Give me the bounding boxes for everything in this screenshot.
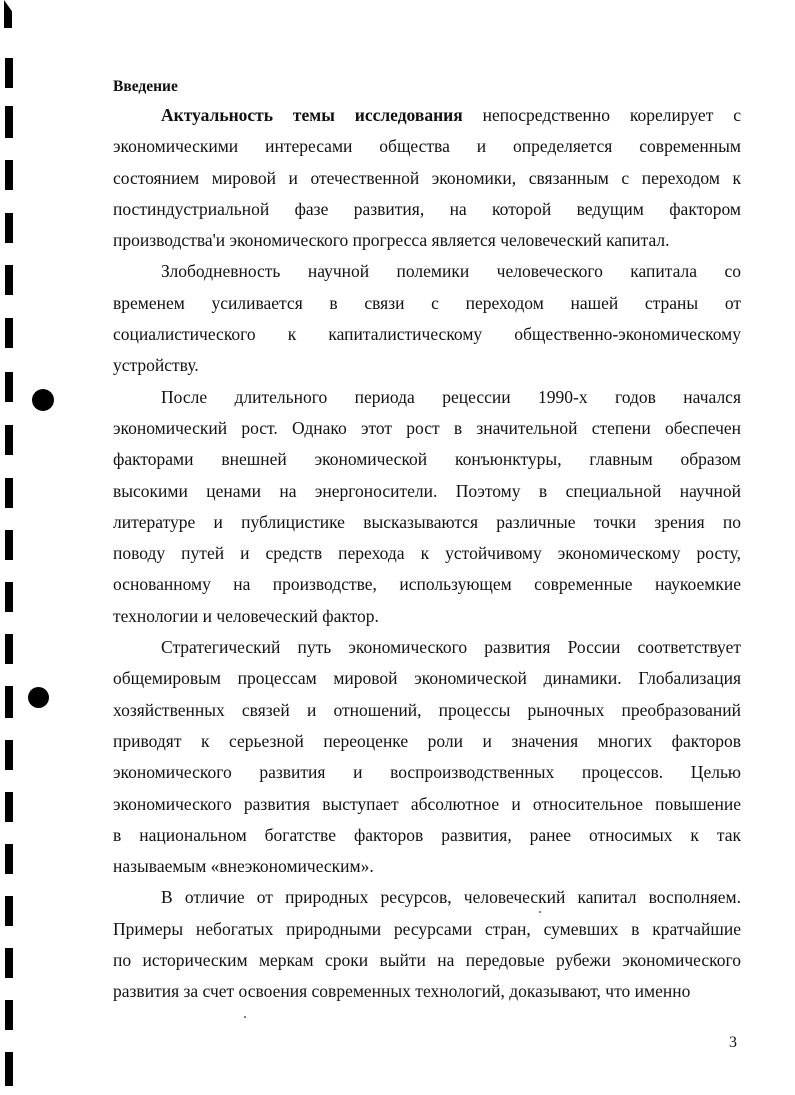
text-line bbox=[113, 663, 741, 694]
line-text: Злободневность научной полемики человеческого капитала со bbox=[161, 261, 741, 282]
line-text: Стратегический путь экономического развития России соответствует bbox=[161, 637, 741, 658]
line-text: технологии и человеческий фактор. bbox=[113, 605, 379, 626]
binding-mark bbox=[5, 265, 13, 295]
line-text: в национальном богатстве факторов развития, ранее относимых к так bbox=[113, 824, 741, 845]
line-text: экономического развития и воспроизводственных процессов. Целью bbox=[113, 762, 741, 783]
line-text: состоянием мировой и отечественной экономики, связанным с переходом к bbox=[113, 167, 741, 188]
binding-mark bbox=[5, 58, 13, 88]
scan-speck bbox=[244, 1016, 246, 1018]
text-line bbox=[113, 601, 741, 632]
binding-mark bbox=[5, 106, 13, 138]
line-text: экономическими интересами общества и определяется современным bbox=[113, 136, 741, 157]
text-line bbox=[113, 288, 741, 319]
text-line bbox=[113, 225, 741, 256]
emphasized-phrase: Актуальность темы исследования bbox=[161, 105, 463, 125]
paragraph bbox=[113, 382, 741, 632]
page-number: 3 bbox=[729, 1034, 737, 1051]
text-line bbox=[113, 476, 741, 507]
binding-mark bbox=[5, 318, 13, 348]
text-line bbox=[113, 632, 741, 663]
binding-mark bbox=[5, 686, 13, 718]
text-line bbox=[113, 914, 741, 945]
text-line bbox=[113, 256, 741, 287]
text-line bbox=[113, 131, 741, 162]
body-text bbox=[113, 100, 741, 1008]
text-line bbox=[113, 507, 741, 538]
paragraph bbox=[113, 632, 741, 882]
binding-mark bbox=[5, 530, 13, 560]
binding-mark bbox=[4, 0, 12, 28]
text-line bbox=[113, 851, 741, 882]
text-line bbox=[113, 820, 741, 851]
text-line bbox=[113, 163, 741, 194]
line-text: развития за счет освоения современных технологий, доказывают, что именно bbox=[113, 981, 691, 1002]
binding-mark bbox=[5, 160, 13, 190]
binding-mark bbox=[5, 582, 13, 612]
line-text: производства'и экономического прогресса является человеческий капитал. bbox=[113, 230, 670, 251]
line-text: называемым «внеэкономическим». bbox=[113, 856, 374, 877]
line-text: Примеры небогатых природными ресурсами стран, сумевших в кратчайшие bbox=[113, 918, 741, 939]
line-text: устройству. bbox=[113, 355, 199, 376]
section-heading: Введение bbox=[113, 78, 178, 95]
text-line bbox=[113, 382, 741, 413]
paragraph bbox=[113, 100, 741, 256]
line-text: факторами внешней экономической конъюнктуры, главным образом bbox=[113, 449, 741, 470]
binding-mark bbox=[5, 372, 13, 402]
binding-hole bbox=[28, 687, 49, 708]
text-line bbox=[113, 695, 741, 726]
text-line bbox=[113, 976, 741, 1007]
text-line bbox=[113, 319, 741, 350]
line-text: хозяйственных связей и отношений, процессы рыночных преобразований bbox=[113, 699, 741, 720]
text-line bbox=[113, 945, 741, 976]
text-line bbox=[113, 726, 741, 757]
binding-mark bbox=[5, 896, 13, 926]
text-line bbox=[113, 413, 741, 444]
line-text: временем усиливается в связи с переходом нашей страны от bbox=[113, 292, 741, 313]
binding-mark bbox=[5, 792, 13, 822]
binding-mark bbox=[5, 213, 13, 243]
line-text: литературе и публицистике высказываются различные точки зрения по bbox=[113, 511, 741, 532]
line-text: высокими ценами на энергоносители. Поэтому в специальной научной bbox=[113, 480, 741, 501]
binding-mark bbox=[5, 1052, 13, 1086]
binding-mark bbox=[5, 1000, 13, 1030]
line-text: по историческим меркам сроки выйти на передовые рубежи экономического bbox=[113, 950, 741, 971]
line-text: После длительного периода рецессии 1990-х годов начался bbox=[161, 386, 741, 407]
text-line bbox=[113, 194, 741, 225]
binding-mark bbox=[5, 948, 13, 978]
binding-mark bbox=[5, 425, 13, 455]
line-text: поводу путей и средств перехода к устойчивому экономическому росту, bbox=[113, 543, 741, 564]
binding-mark bbox=[5, 478, 13, 508]
text-line bbox=[113, 789, 741, 820]
line-text: социалистического к капиталистическому общественно-экономическому bbox=[113, 324, 741, 345]
text-line bbox=[113, 100, 741, 131]
text-line bbox=[113, 882, 741, 913]
line-text: основанному на производстве, использующем современные наукоемкие bbox=[113, 574, 741, 595]
text-line bbox=[113, 444, 741, 475]
text-line bbox=[113, 569, 741, 600]
line-text: непосредственно корелирует с bbox=[462, 105, 741, 125]
binding-mark bbox=[5, 740, 13, 770]
text-line bbox=[113, 350, 741, 381]
line-text: общемировым процессам мировой экономической динамики. Глобализация bbox=[113, 668, 741, 689]
text-line bbox=[113, 757, 741, 788]
line-text: экономический рост. Однако этот рост в значительной степени обеспечен bbox=[113, 417, 741, 438]
binding-hole bbox=[32, 389, 54, 411]
paragraph bbox=[113, 882, 741, 1007]
paragraph bbox=[113, 256, 741, 381]
line-text: приводят к серьезной переоценке роли и значения многих факторов bbox=[113, 730, 741, 751]
text-line bbox=[113, 538, 741, 569]
binding-mark bbox=[5, 634, 13, 664]
line-text: постиндустриальной фазе развития, на которой ведущим фактором bbox=[113, 198, 741, 219]
line-text: экономического развития выступает абсолютное и относительное повышение bbox=[113, 793, 741, 814]
line-text: В отличие от природных ресурсов, человеческий капитал восполняем. bbox=[161, 887, 741, 908]
binding-mark bbox=[5, 844, 13, 874]
